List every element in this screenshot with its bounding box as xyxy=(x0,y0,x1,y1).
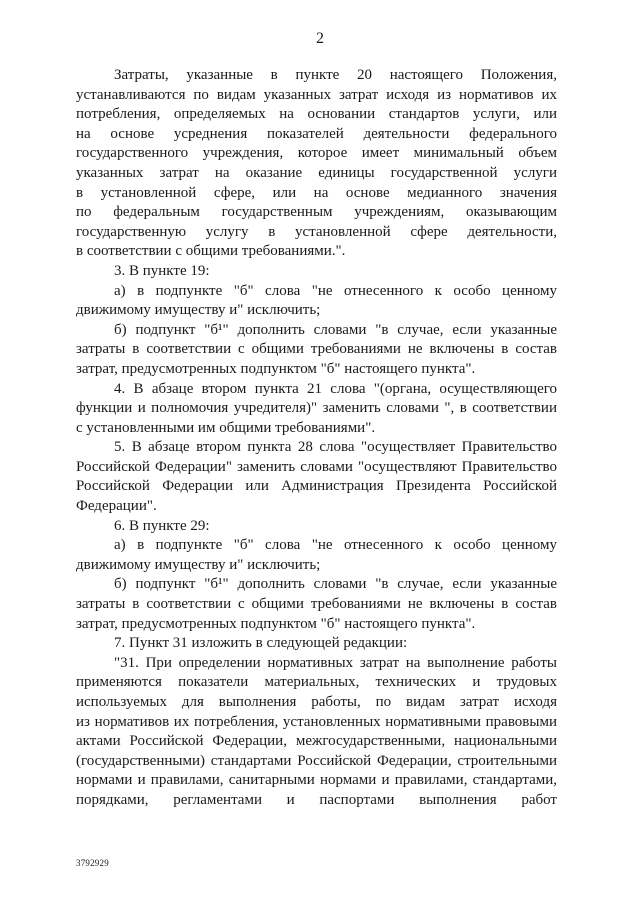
body-line: 6. В пункте 29: xyxy=(114,517,210,534)
body-line: движимому имуществу и" исключить; xyxy=(76,556,321,573)
body-line: затраты в соответствии с общими требованиями не включены в состав xyxy=(76,596,557,613)
body-line: б) подпункт "б¹" дополнить словами "в случае, если указанные xyxy=(114,576,557,593)
body-line: 3. В пункте 19: xyxy=(114,262,210,279)
page-number: 2 xyxy=(316,30,324,47)
body-line: государственную услугу в установленной сфере деятельности, xyxy=(76,223,557,240)
body-line: устанавливаются по видам указанных затрат исходя из нормативов их xyxy=(76,86,557,103)
body-line: "31. При определении нормативных затрат на выполнение работы xyxy=(114,654,557,671)
body-line: затраты в соответствии с общими требованиями не включены в состав xyxy=(76,341,557,358)
body-line: в соответствии с общими требованиями.". xyxy=(76,243,346,260)
body-line: потребления, определяемых на основании стандартов услуги, или xyxy=(76,106,557,123)
body-line: Российской Федерации" заменить словами "осуществляют Правительство xyxy=(76,458,557,475)
body-line: Федерации". xyxy=(76,498,157,515)
body-line: актами Российской Федерации, межгосударственными, национальными xyxy=(76,733,557,750)
body-line: из нормативов их потребления, установленных нормативными правовыми xyxy=(76,713,557,730)
body-line: Затраты, указанные в пункте 20 настоящего Положения, xyxy=(114,67,557,83)
body-line: движимому имуществу и" исключить; xyxy=(76,302,321,319)
body-line: указанных затрат на оказание единицы государственной услуги xyxy=(76,164,557,181)
body-line: затрат, предусмотренных подпунктом "б" настоящего пункта". xyxy=(76,615,476,632)
body-line: применяются показатели материальных, технических и трудовых xyxy=(76,674,557,691)
body-line: функции и полномочия учредителя)" заменить словами ", в соответствии xyxy=(76,400,557,417)
body-line: порядками, регламентами и паспортами выполнения работ xyxy=(76,791,557,808)
document-id: 3792929 xyxy=(76,858,109,868)
body-line: с установленными им общими требованиями". xyxy=(76,419,376,436)
body-line: по федеральным государственным учреждениям, оказывающим xyxy=(76,204,557,221)
body-line: а) в подпункте "б" слова "не отнесенного к особо ценному xyxy=(114,282,557,299)
body-line: 4. В абзаце втором пункта 21 слова "(органа, осуществляющего xyxy=(114,380,557,397)
body-line: государственного учреждения, которое имеет минимальный объем xyxy=(76,145,557,162)
body-line: б) подпункт "б¹" дополнить словами "в случае, если указанные xyxy=(114,321,557,338)
body-line: (государственными) стандартами Российской Федерации, строительными xyxy=(76,752,557,769)
body-line: а) в подпункте "б" слова "не отнесенного к особо ценному xyxy=(114,537,557,554)
body-line: на основе усреднения показателей деятельности федерального xyxy=(76,125,557,142)
body-line: нормами и правилами, санитарными нормами и правилами, стандартами, xyxy=(76,772,557,789)
body-line: 5. В абзаце втором пункта 28 слова "осуществляет Правительство xyxy=(114,439,557,456)
body-line: Российской Федерации или Администрация Президента Российской xyxy=(76,478,557,495)
body-line: в установленной сфере, или на основе медианного значения xyxy=(76,184,557,201)
body-line: затрат, предусмотренных подпунктом "б" настоящего пункта". xyxy=(76,360,476,377)
document-body xyxy=(76,66,557,811)
body-line: 7. Пункт 31 изложить в следующей редакции: xyxy=(114,635,408,652)
body-line: используемых для выполнения работы, по видам затрат исходя xyxy=(76,694,557,710)
